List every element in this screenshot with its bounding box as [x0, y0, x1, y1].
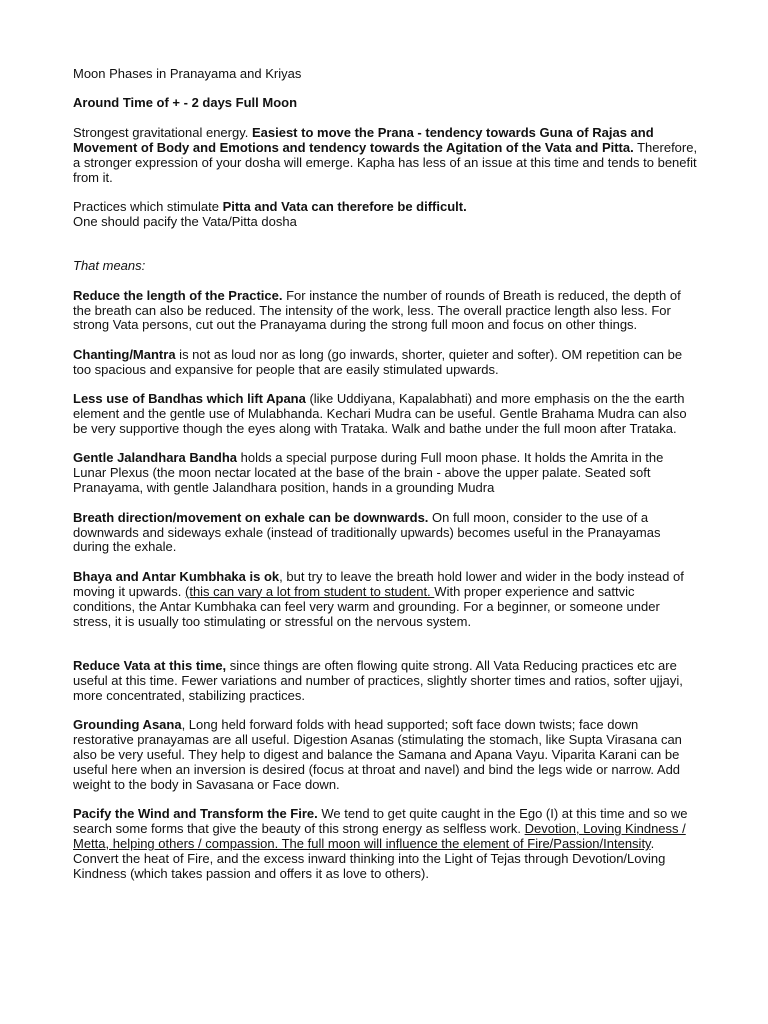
section-heading: [73, 96, 698, 111]
intro-bold: Easiest to move the Prana - tendency towards Guna of Rajas and Movement of Body and Emotions and tendency towards the Agitation of the Vata and Pitta.: [73, 124, 654, 155]
jalandhara-bold: Gentle Jalandhara Bandha: [73, 450, 237, 466]
vata-text: since things are often flowing quite strong. All Vata Reducing practices etc are useful at this time. Fewer variations and number of practices, slightly shorter times and ratios, softer ujjayi, more concentrated, stabilizing practices.: [73, 657, 683, 703]
practices-paragraph: [73, 200, 698, 230]
bandhas-bold: Less use of Bandhas which lift Apana: [73, 391, 306, 407]
pacify-paragraph: [73, 807, 698, 882]
vata-bold: Reduce Vata at this time,: [73, 657, 227, 673]
breath-paragraph: [73, 511, 698, 556]
grounding-bold: Grounding Asana: [73, 717, 182, 733]
heading-text: Around Time of + - 2 days Full Moon: [73, 95, 298, 111]
kumbhaka-text-2: With proper experience and sattvic conditions, the Antar Kumbhaka can feel very warm and grounding. For a beginner, or someone under stress, it is usually too stimulating or stressful on the nervous system.: [73, 583, 660, 629]
that-means-text: That means:: [73, 258, 146, 274]
intro-paragraph: [73, 126, 698, 186]
breath-text: On full moon, consider to the use of a downwards and sideways exhale (instead of traditionally upwards) becomes useful in the Pranayamas during the exhale.: [73, 509, 661, 555]
grounding-paragraph: [73, 718, 698, 793]
document-title: Moon Phases in Pranayama and Kriyas: [73, 66, 302, 81]
bandhas-paragraph: [73, 392, 698, 437]
length-bold: Reduce the length of the Practice.: [73, 287, 283, 303]
grounding-text: , Long held forward folds with head supported; soft face down twists; face down restorative pranayamas are all useful. Digestion Asanas (stimulating the stomach, like Supta Virasana can also be very useful. They help to digest and balance the Samana and Apana Vayu. Viparita Karani can be useful here when an inversion is desired (focus at throat and navel) and bind the legs wide or narrow. Add weight to the body in Savasana or Face down.: [73, 717, 682, 792]
length-paragraph: [73, 289, 698, 334]
intro-text-1: Strongest gravitational energy.: [73, 124, 252, 140]
pacify-text-2: . Convert the heat of Fire, and the excess inward thinking into the Light of Tejas through Devotion/Loving Kindness (which takes passion and offers it as love to others).: [73, 836, 666, 881]
chanting-paragraph: [73, 348, 698, 378]
practices-line-2: One should pacify the Vata/Pitta dosha: [73, 213, 297, 229]
that-means-paragraph: [73, 259, 698, 274]
breath-bold: Breath direction/movement on exhale can be downwards.: [73, 509, 429, 525]
bandhas-text: (like Uddiyana, Kapalabhati) and more emphasis on the the earth element and the gentle use of Mulabhanda. Kechari Mudra can be useful. Gentle Brahama Mudra can also be very supportive though the eyes along with Trataka. Walk and bathe under the full moon after Trataka.: [73, 391, 687, 436]
pacify-bold: Pacify the Wind and Transform the Fire.: [73, 806, 318, 822]
kumbhaka-underlined: (this can vary a lot from student to student.: [185, 583, 435, 599]
kumbhaka-text-1: , but try to leave the breath hold lower and wider in the body instead of moving it upwards.: [73, 568, 684, 599]
kumbhaka-paragraph: [73, 570, 698, 630]
jalandhara-text: holds a special purpose during Full moon phase. It holds the Amrita in the Lunar Plexus (the moon nectar located at the base of the brain - above the upper palate. Seated soft Pranayama, with gentle Jalandhara position, hands in a grounding Mudra: [73, 450, 664, 496]
vata-paragraph: [73, 659, 698, 704]
jalandhara-paragraph: [73, 451, 698, 496]
intro-text-2: Therefore, a stronger expression of your dosha will emerge. Kapha has less of an issue at this time and tends to benefit from it.: [73, 139, 698, 185]
pacify-underlined: Devotion, Loving Kindness / Metta, helping others / compassion. The full moon will influence the element of Fire/Passion/Intensity: [73, 821, 686, 852]
length-text: For instance the number of rounds of Breath is reduced, the depth of the breath can also be reduced. The intensity of the work, less. The overall practice length also less. For strong Vata persons, cut out the Pranayama during the strong full moon and focus on other things.: [73, 287, 681, 333]
pacify-text-1: We tend to get quite caught in the Ego (I) at this time and so we search some forms that give the beauty of this strong energy as selfless work.: [73, 806, 688, 837]
practices-text: Practices which stimulate: [73, 198, 223, 214]
chanting-bold: Chanting/Mantra: [73, 346, 176, 362]
chanting-text: is not as loud nor as long (go inwards, shorter, quieter and softer). OM repetition can be too spacious and expansive for people that are easily stimulated upwards.: [73, 346, 683, 377]
practices-bold: Pitta and Vata can therefore be difficult.: [222, 198, 467, 214]
kumbhaka-bold: Bhaya and Antar Kumbhaka is ok: [73, 568, 280, 584]
